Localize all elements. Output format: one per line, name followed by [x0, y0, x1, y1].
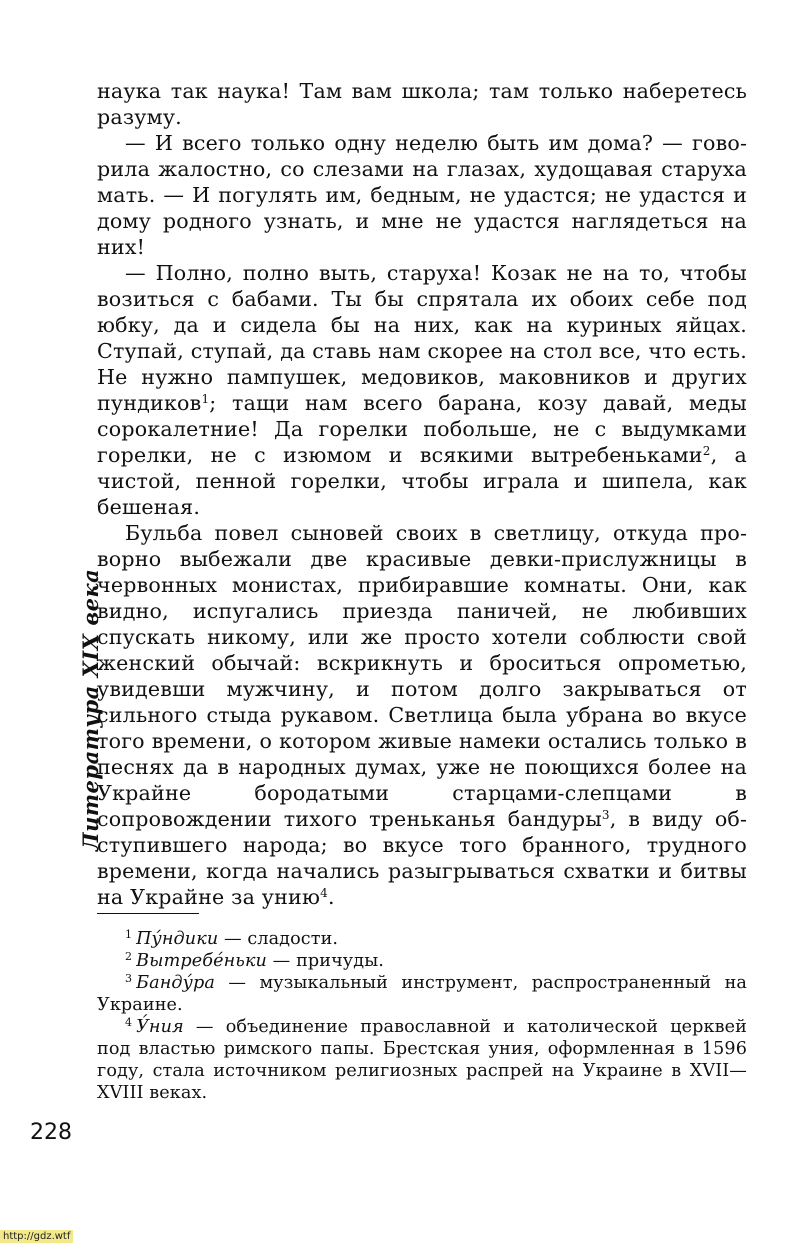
watermark-url: http://gdz.wtf	[0, 1230, 73, 1243]
footnote-number: 4	[125, 1016, 133, 1029]
paragraph-text: наука так наука! Там вам школа; там только наберетесь разуму.	[97, 79, 747, 129]
paragraph	[97, 78, 747, 130]
footnotes	[97, 928, 747, 1104]
footnote	[97, 928, 747, 950]
footnote-term: Банду́ра	[136, 973, 215, 993]
paragraph	[97, 130, 747, 260]
paragraph-text: — Полно, полно выть, старуха! Козак не на то, чтобы возиться с бабами. Ты бы спрятала их обоих себе под юбку, да и сидела бы на них, как на куриных яйцах. Ступай, ступай, да ставь нам скорее на стол все, что есть. Не нужно пампушек, медовиков, маковников и других пундиков	[97, 261, 747, 415]
footnote-term: Вытребе́ньки	[136, 951, 267, 971]
paragraph-text: — И всего только одну неделю быть им дома? — говорила жалостно, со слезами на глазах, худощавая старуха мать. — И погулять им, бедным, не удастся; не удастся и дому родного узнать, и мне не удастся наглядеться на них!	[97, 131, 747, 259]
footnote-term: У́ния	[136, 1017, 184, 1037]
footnote-divider	[97, 913, 199, 914]
footnote-term: Пу́ндики	[136, 929, 219, 949]
footnote-definition: — музыкальный инструмент, распространенный на Украине.	[97, 973, 747, 1015]
footnote-ref: 2	[702, 444, 711, 458]
paragraph-text: .	[327, 885, 335, 909]
paragraph-text: , в виду обступившего народа; во вкусе того бранного, трудного времени, когда начались разыгрываться схватки и битвы на Украйне за унию	[97, 807, 747, 909]
footnote-number: 2	[125, 950, 133, 963]
footnote	[97, 1016, 747, 1104]
footnote-ref: 4	[320, 886, 328, 900]
paragraph-text: ; тащи нам всего барана, козу давай, меды сорокалетние! Да горелки побольше, не с выдумками горелки, не с изюмом и всякими вытребеньками	[97, 391, 747, 467]
footnote-number: 1	[125, 928, 133, 941]
paragraph-text: Бульба повел сыновей своих в светлицу, откуда проворно выбежали две красивые девки-прислужницы в червонных монистах, прибиравшие комнаты. Они, как видно, испугались приезда паничей, не любивших спускать никому, или же просто хотели соблюсти свой женский обычай: вскрикнуть и броситься опрометью, увидевши мужчину, и потом долго закрываться от сильного стыда рукавом. Светлица была убрана во вкусе того времени, о котором живые намеки остались только в песнях да в народных думах, уже не поющихся более на Украйне бородатыми старцами-слепцами в сопровождении тихого треньканья бандуры	[97, 521, 747, 831]
footnote-ref: 3	[601, 808, 610, 822]
paragraph	[97, 520, 747, 910]
footnote	[97, 972, 747, 1016]
running-header-vertical: Литература XIX века	[78, 568, 103, 851]
footnote	[97, 950, 747, 972]
footnote-number: 3	[125, 972, 133, 985]
footnote-definition: — причуды.	[266, 951, 384, 971]
main-text	[97, 78, 747, 910]
footnote-definition: — сладости.	[218, 929, 339, 949]
footnote-ref: 1	[201, 392, 210, 406]
page-number: 228	[30, 1120, 72, 1145]
footnote-definition: — объединение православной и католической церквей под властью римского папы. Брестская уния, оформленная в 1596 году, стала источником религиозных распрей на Украине в XVII—XVIII веках.	[97, 1017, 747, 1103]
paragraph-text: , а чистой, пенной горелки, чтобы играла и шипела, как бешеная.	[97, 443, 747, 519]
paragraph	[97, 260, 747, 520]
